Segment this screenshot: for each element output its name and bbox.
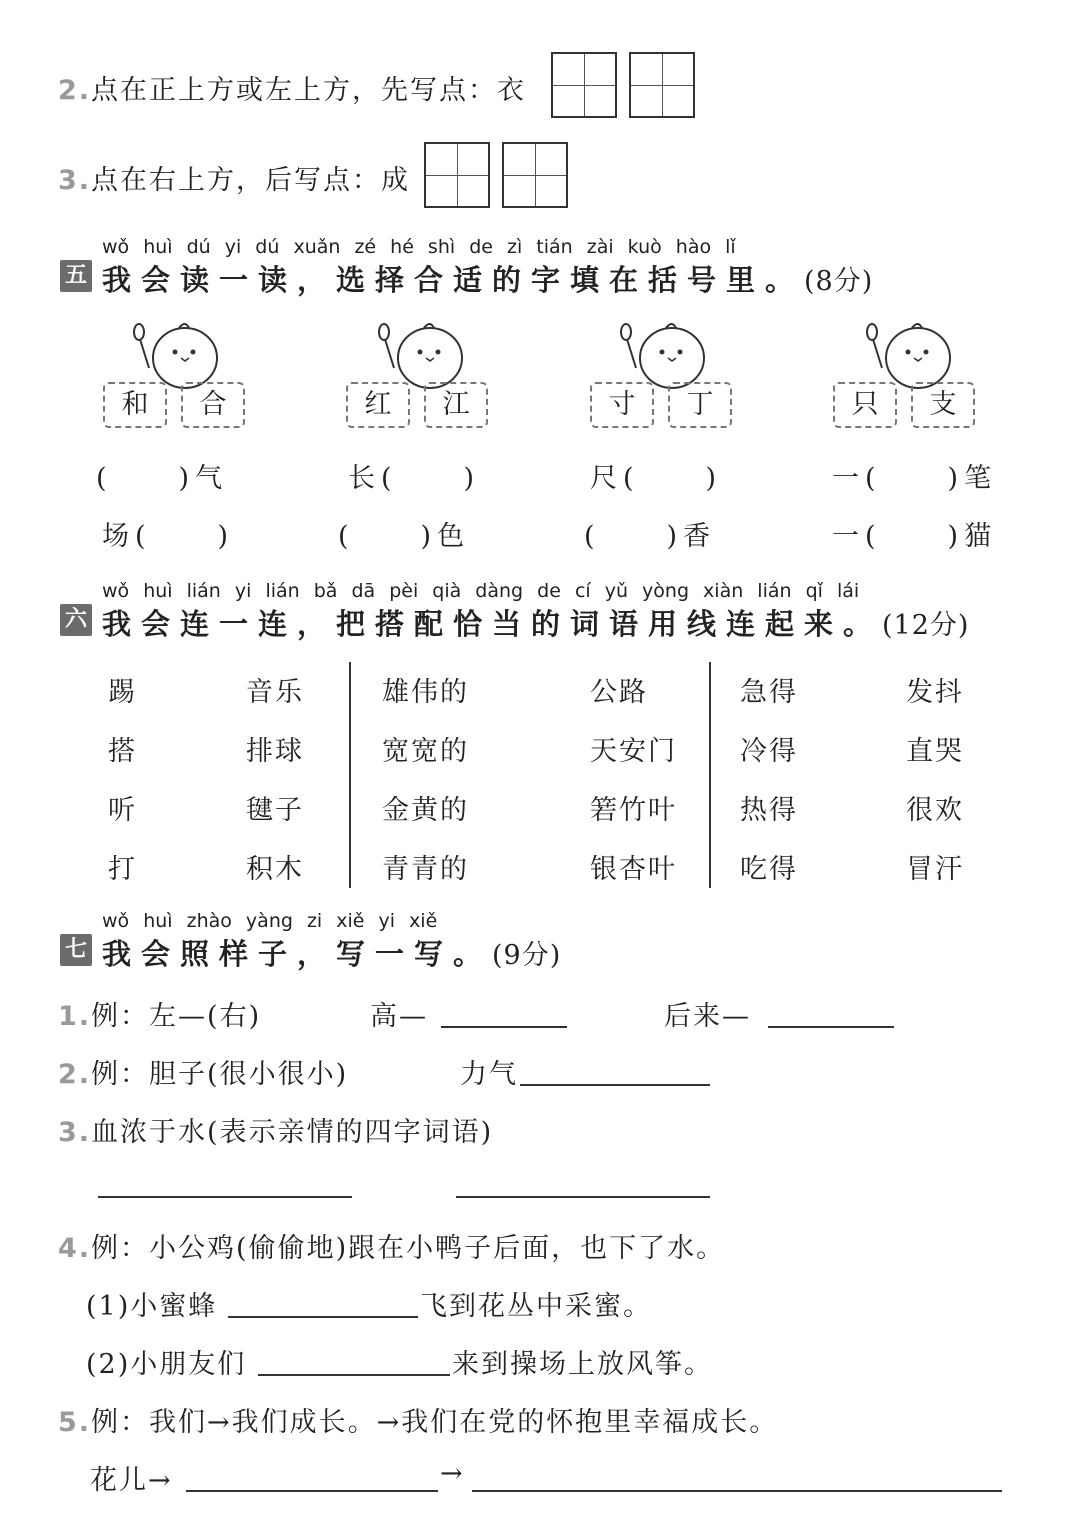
fill-blank[interactable]: 一( )猫: [832, 521, 998, 552]
q3-number: 3.: [58, 1117, 92, 1148]
match-word[interactable]: 直哭: [906, 736, 964, 767]
match-word[interactable]: 金黄的: [382, 795, 469, 826]
q4-example: [58, 1226, 725, 1265]
writing-grid[interactable]: [424, 142, 490, 208]
fill-blank[interactable]: ( )气: [96, 463, 229, 494]
answer-line[interactable]: [520, 1084, 710, 1086]
q4-s2-post: 来到操场上放风筝。: [452, 1349, 713, 1380]
match-word[interactable]: 青青的: [382, 854, 469, 885]
item-text: 点在右上方，后写点：成: [91, 165, 411, 196]
match-word[interactable]: 吃得: [740, 854, 798, 885]
section6-pinyin: wǒ huì lián yi lián bǎ dā pèi qià dàng de cí yǔ yòng xiàn lián qǐ lái: [102, 580, 860, 602]
match-word[interactable]: 积木: [246, 854, 304, 885]
char-option: 红: [346, 382, 410, 428]
match-word[interactable]: 热得: [740, 795, 798, 826]
section5-title: [102, 258, 873, 299]
q4-example-text: 例：小公鸡(偷偷地)跟在小鸭子后面，也下了水。: [91, 1233, 726, 1264]
match-word[interactable]: 打: [108, 854, 137, 885]
char-option: 和: [103, 382, 167, 428]
divider: [709, 662, 711, 888]
q5-start: 花儿→: [90, 1465, 173, 1496]
match-word[interactable]: 很欢: [906, 795, 964, 826]
section5-score: (8分): [804, 266, 874, 297]
match-word[interactable]: 天安门: [590, 736, 677, 767]
match-word[interactable]: 冒汗: [906, 854, 964, 885]
char-option: 只: [833, 382, 897, 428]
q5-example-text: 例：我们→我们成长。→我们在党的怀抱里幸福成长。: [91, 1407, 779, 1438]
divider: [349, 662, 351, 888]
char-option: 丁: [668, 382, 732, 428]
answer-line[interactable]: [186, 1490, 438, 1492]
q3: [58, 1110, 493, 1149]
fill-blank[interactable]: 尺( ): [590, 463, 723, 494]
item-3: [58, 158, 410, 197]
match-word[interactable]: 公路: [590, 677, 648, 708]
item-number: 2.: [58, 75, 92, 106]
item-2: [58, 68, 526, 107]
match-word[interactable]: 箬竹叶: [590, 795, 677, 826]
answer-line[interactable]: [768, 1026, 894, 1028]
q1-item2: 后来—: [664, 1001, 751, 1032]
match-word[interactable]: 毽子: [246, 795, 304, 826]
section7-score: (9分): [492, 940, 562, 971]
q1-example: [58, 994, 261, 1033]
match-word[interactable]: 银杏叶: [590, 854, 677, 885]
section7-title-text: 我会照样子，写一写。: [102, 937, 493, 971]
match-word[interactable]: 音乐: [246, 677, 304, 708]
q4-number: 4.: [58, 1233, 92, 1264]
answer-line[interactable]: [228, 1316, 418, 1318]
match-word[interactable]: 宽宽的: [382, 736, 469, 767]
answer-line[interactable]: [456, 1196, 710, 1198]
item-number: 3.: [58, 165, 92, 196]
section5-badge: 五: [60, 260, 92, 292]
section7-badge: 七: [60, 934, 92, 966]
match-word[interactable]: 急得: [740, 677, 798, 708]
section6-badge: 六: [60, 604, 92, 636]
q1-example-text: 例：左—(右): [91, 1001, 262, 1032]
char-option: 江: [424, 382, 488, 428]
q1-number: 1.: [58, 1001, 92, 1032]
q2-example-text: 例：胆子(很小很小): [91, 1059, 349, 1090]
section7-pinyin: wǒ huì zhào yàng zi xiě yi xiě: [102, 910, 438, 932]
q2-example: [58, 1052, 348, 1091]
q5-number: 5.: [58, 1407, 92, 1438]
answer-line[interactable]: [258, 1374, 450, 1376]
section6-title: [102, 602, 969, 643]
q2-number: 2.: [58, 1059, 92, 1090]
char-option: 寸: [590, 382, 654, 428]
answer-line[interactable]: [441, 1026, 567, 1028]
q2-item1: 力气: [460, 1059, 518, 1090]
writing-grid[interactable]: [629, 52, 695, 118]
q1-item1: 高—: [370, 1001, 428, 1032]
q5-arrow: →: [440, 1458, 465, 1489]
writing-grid[interactable]: [551, 52, 617, 118]
fill-blank[interactable]: ( )香: [584, 521, 717, 552]
answer-line[interactable]: [472, 1490, 1002, 1492]
match-word[interactable]: 发抖: [906, 677, 964, 708]
match-word[interactable]: 听: [108, 795, 137, 826]
fill-blank[interactable]: 一( )笔: [832, 463, 998, 494]
section5-title-text: 我会读一读，选择合适的字填在括号里。: [102, 263, 805, 297]
match-word[interactable]: 搭: [108, 736, 137, 767]
q4-s2-pre: (2)小朋友们: [86, 1349, 247, 1380]
fill-blank[interactable]: 场( ): [102, 521, 235, 552]
fill-blank[interactable]: ( )色: [338, 521, 471, 552]
q4-s1-pre: (1)小蜜蜂: [86, 1291, 218, 1322]
match-word[interactable]: 雄伟的: [382, 677, 469, 708]
char-option: 支: [911, 382, 975, 428]
answer-line[interactable]: [98, 1196, 352, 1198]
section6-score: (12分): [882, 610, 970, 641]
match-word[interactable]: 冷得: [740, 736, 798, 767]
fill-blank[interactable]: 长( ): [348, 463, 481, 494]
q5-example: [58, 1400, 778, 1439]
section7-title: [102, 932, 561, 973]
match-word[interactable]: 排球: [246, 736, 304, 767]
char-option: 合: [181, 382, 245, 428]
match-word[interactable]: 踢: [108, 677, 137, 708]
writing-grid[interactable]: [502, 142, 568, 208]
q3-text: 血浓于水(表示亲情的四字词语): [91, 1117, 494, 1148]
section6-title-text: 我会连一连，把搭配恰当的词语用线连起来。: [102, 607, 883, 641]
item-text: 点在正上方或左上方，先写点：衣: [91, 75, 527, 106]
q4-s1-post: 飞到花丛中采蜜。: [420, 1291, 652, 1322]
section5-pinyin: wǒ huì dú yi dú xuǎn zé hé shì de zì tián zài kuò hào lǐ: [102, 236, 736, 258]
